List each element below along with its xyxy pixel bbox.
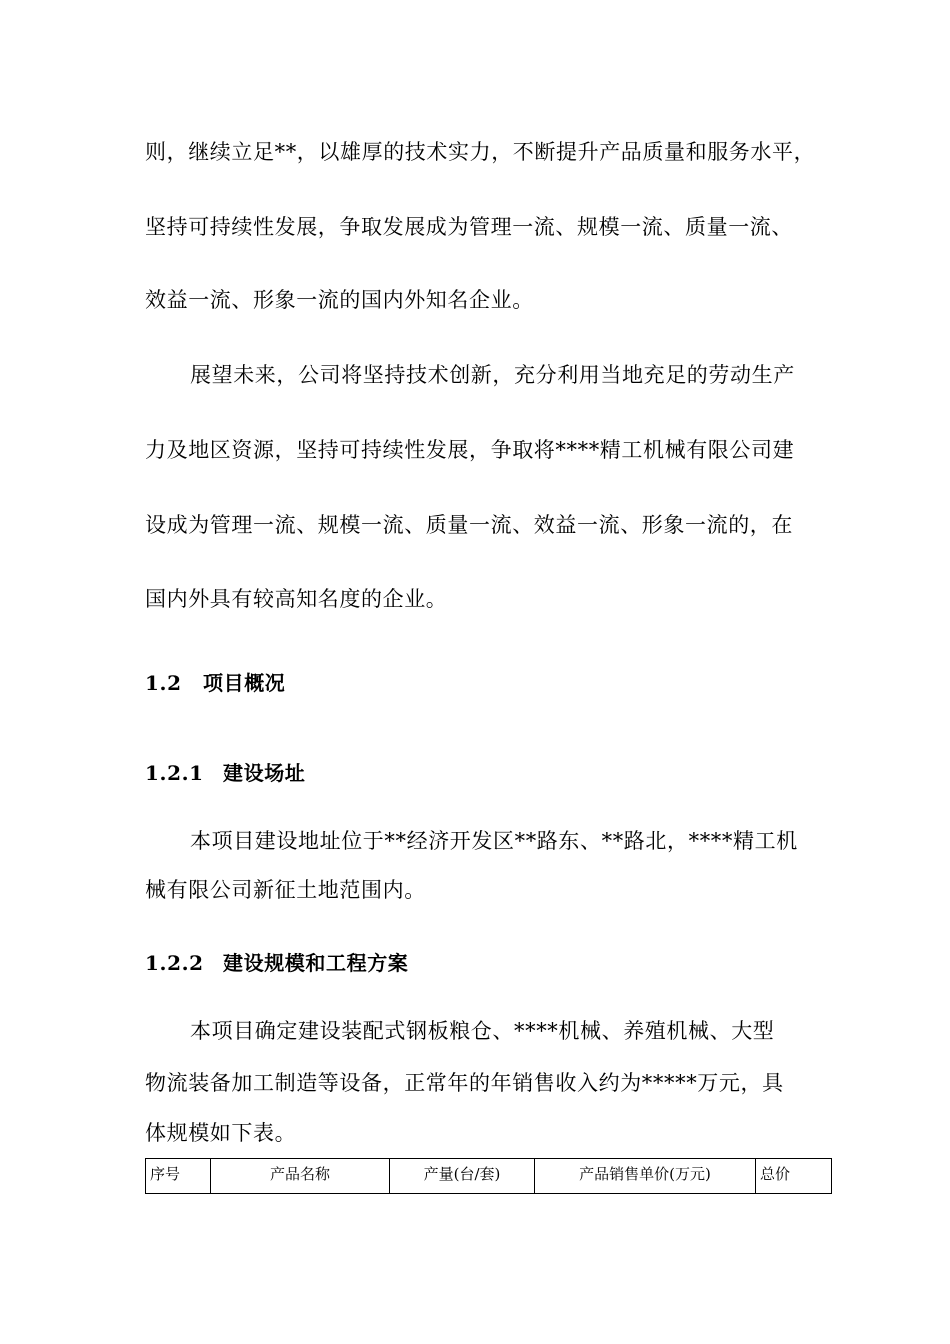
table-header-row (146, 1159, 832, 1194)
paragraph-line: 力及地区资源，坚持可持续性发展，争取将****精工机械有限公司建 (145, 438, 795, 462)
subsection-heading (145, 763, 305, 783)
product-table (145, 1158, 832, 1194)
section-number: 1.2.2 (145, 951, 204, 975)
paragraph-line: 本项目确定建设装配式钢板粮仓、****机械、养殖机械、大型 (190, 1019, 775, 1043)
paragraph-line: 设成为管理一流、规模一流、质量一流、效益一流、形象一流的，在 (145, 513, 793, 537)
section-number: 1.2.1 (145, 761, 204, 785)
paragraph-line: 展望未来，公司将坚持技术创新，充分利用当地充足的劳动生产 (190, 363, 795, 387)
table-header-cell: 产品名称 (211, 1159, 390, 1194)
paragraph-line: 物流装备加工制造等设备，正常年的年销售收入约为*****万元，具 (145, 1071, 784, 1095)
paragraph-line: 体规模如下表。 (145, 1121, 297, 1145)
table-header-cell: 产量(台/套) (390, 1159, 535, 1194)
subsection-heading (145, 953, 408, 973)
table-header-cell: 序号 (146, 1159, 211, 1194)
paragraph-line: 则，继续立足**，以雄厚的技术实力，不断提升产品质量和服务水平， (145, 140, 816, 164)
section-number: 1.2 (145, 671, 182, 695)
section-title: 建设规模和工程方案 (223, 951, 409, 975)
paragraph-line: 国内外具有较高知名度的企业。 (145, 587, 448, 611)
table-header-cell: 产品销售单价(万元) (535, 1159, 756, 1194)
section-title: 建设场址 (223, 761, 306, 785)
section-title: 项目概况 (203, 671, 286, 695)
paragraph-line: 效益一流、形象一流的国内外知名企业。 (145, 288, 534, 312)
table-header-cell: 总价 (756, 1159, 832, 1194)
paragraph-line: 坚持可持续性发展，争取发展成为管理一流、规模一流、质量一流、 (145, 215, 793, 239)
paragraph-line: 械有限公司新征土地范围内。 (145, 878, 426, 902)
section-heading (145, 673, 285, 693)
paragraph-line: 本项目建设地址位于**经济开发区**路东、**路北，****精工机 (190, 829, 798, 853)
